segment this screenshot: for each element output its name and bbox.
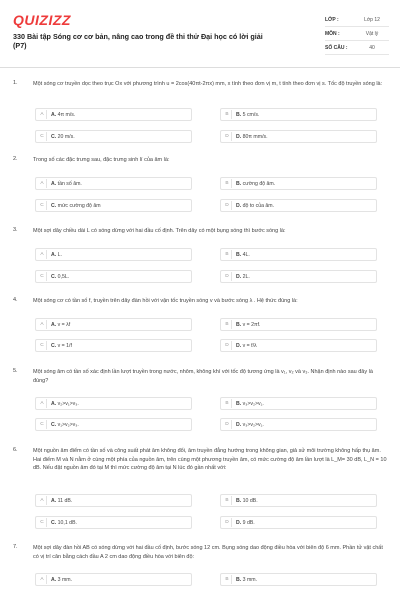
option-letter: B [223, 250, 232, 259]
option-label: A. [51, 180, 57, 187]
option-letter: D [223, 518, 232, 527]
option-label: B. [236, 321, 242, 328]
option-letter: C [38, 132, 47, 141]
option-label: A. [51, 111, 57, 118]
question-number: 5. [13, 368, 18, 374]
meta-row-count [325, 41, 389, 55]
option-b[interactable] [220, 108, 377, 121]
option-text: 3 mm. [242, 576, 258, 583]
option-letter: C [38, 272, 47, 281]
option-a[interactable] [35, 573, 192, 586]
option-c[interactable] [35, 516, 192, 529]
option-text: độ to của âm. [242, 202, 275, 209]
option-label: C. [51, 519, 57, 526]
option-text: 9 dB. [242, 519, 255, 526]
option-d[interactable] [220, 516, 377, 529]
option-c[interactable] [35, 418, 192, 431]
option-label: C. [51, 133, 57, 140]
option-text: 0,5L. [57, 273, 70, 280]
option-text: 11 dB. [57, 497, 73, 504]
option-a[interactable] [35, 318, 192, 331]
option-label: C. [51, 273, 57, 280]
option-a[interactable] [35, 108, 192, 121]
option-text: tần số âm. [57, 180, 82, 187]
option-label: D. [236, 133, 242, 140]
option-text: 4π m/s. [57, 111, 76, 118]
option-letter: A [38, 399, 47, 408]
meta-value: Vật lý [365, 30, 379, 37]
meta-key: MÔN : [325, 30, 340, 37]
header [0, 0, 400, 68]
question-text: Một sóng âm có tần số xác định lần lượt truyền trong nước, nhôm, không khí với tốc độ tương ứng là v₁, v₂ và v₃. Nhận định nào sau đây là đúng? [33, 369, 373, 384]
option-text: 10,1 dB. [57, 519, 77, 526]
option-letter: B [223, 399, 232, 408]
option-text: 80π mm/s. [242, 133, 268, 140]
option-b[interactable] [220, 494, 377, 507]
option-letter: A [38, 179, 47, 188]
option-text: v₃>v₂>v₁. [242, 421, 264, 428]
meta-key: LỚP : [325, 16, 339, 23]
option-b[interactable] [220, 177, 377, 190]
question-number: 6. [13, 447, 18, 453]
option-label: B. [236, 180, 242, 187]
question-number: 3. [13, 227, 18, 233]
meta-row-subject [325, 27, 389, 41]
option-b[interactable] [220, 397, 377, 410]
option-letter: A [38, 575, 47, 584]
option-text: L. [57, 251, 62, 258]
option-a[interactable] [35, 248, 192, 261]
option-label: C. [51, 342, 57, 349]
option-d[interactable] [220, 130, 377, 143]
option-d[interactable] [220, 418, 377, 431]
option-d[interactable] [220, 270, 377, 283]
option-b[interactable] [220, 318, 377, 331]
question-text: Một sóng cơ có tần số f, truyền trên dây đàn hồi với vận tốc truyền sóng v và bước sóng λ . Hệ thức đúng là: [33, 298, 298, 304]
option-c[interactable] [35, 130, 192, 143]
option-letter: B [223, 110, 232, 119]
option-label: A. [51, 400, 57, 407]
option-label: B. [236, 497, 242, 504]
option-label: D. [236, 202, 242, 209]
option-letter: C [38, 420, 47, 429]
option-text: 3 mm. [57, 576, 73, 583]
option-text: v₁>v₂>v₃. [57, 421, 79, 428]
option-label: D. [236, 273, 242, 280]
option-label: A. [51, 251, 57, 258]
option-text: v = f/λ [242, 342, 257, 349]
page-title: 330 Bài tập Sóng cơ cơ bản, nâng cao trong đề thi thử Đại học có lời giải (P7) [13, 32, 263, 50]
quizizz-logo: QUIZIZZ [13, 12, 71, 28]
option-letter: D [223, 201, 232, 210]
option-a[interactable] [35, 494, 192, 507]
option-b[interactable] [220, 248, 377, 261]
option-letter: B [223, 179, 232, 188]
question-text: Một sợi dây đàn hồi AB có sóng dừng với hai đầu cố định, bước sóng 12 cm. Bụng sóng dao động điều hòa với biên độ 6 mm. Phần tử vật chất có vị trí cân bằng cách đầu A 2 cm dao động điều hòa với biên độ: [33, 545, 383, 560]
option-letter: C [38, 201, 47, 210]
option-text: 5 cm/s. [242, 111, 260, 118]
option-label: B. [236, 400, 242, 407]
option-label: A. [51, 497, 57, 504]
option-label: B. [236, 111, 242, 118]
option-letter: C [38, 518, 47, 527]
option-letter: D [223, 341, 232, 350]
option-label: A. [51, 321, 57, 328]
option-c[interactable] [35, 270, 192, 283]
option-letter: A [38, 496, 47, 505]
option-label: C. [51, 421, 57, 428]
option-letter: A [38, 110, 47, 119]
question-text: Một nguồn âm điểm có tần số và công suất phát âm không đổi, âm truyền đẳng hướng trong không gian, giả sử môi trường không hấp thụ âm. Hai điểm M và N nằm ở cùng một phía của nguồn âm, trên cùng một phương truyền âm, có mức cường độ âm lần lượt là L_M= 30 dB, L_N = 10 dB. Nếu đặt nguồn âm đó tại M thì mức cường độ âm tại N lúc đó gần nhất với: [33, 448, 387, 471]
option-c[interactable] [35, 339, 192, 352]
option-d[interactable] [220, 199, 377, 212]
meta-key: SỐ CÂU : [325, 44, 348, 51]
option-label: D. [236, 519, 242, 526]
option-text: v = 2πf. [242, 321, 261, 328]
option-label: A. [51, 576, 57, 583]
option-letter: A [38, 320, 47, 329]
option-text: 10 dB. [242, 497, 258, 504]
question-number: 1. [13, 80, 18, 86]
meta-table [325, 13, 389, 55]
option-c[interactable] [35, 199, 192, 212]
option-a[interactable] [35, 177, 192, 190]
option-label: B. [236, 576, 242, 583]
option-text: 2L. [242, 273, 250, 280]
option-text: v₃>v₂>v₁. [242, 400, 264, 407]
option-b[interactable] [220, 573, 377, 586]
header-divider [0, 67, 400, 68]
meta-row-class [325, 13, 389, 27]
option-text: cường độ âm. [242, 180, 276, 187]
question-number: 2. [13, 156, 18, 162]
option-letter: B [223, 575, 232, 584]
meta-value: 40 [369, 44, 375, 51]
option-letter: B [223, 496, 232, 505]
option-letter: D [223, 132, 232, 141]
question-text: Một sợi dây chiều dài L có sóng dừng với hai đầu cố định. Trên dây có một bụng sóng thì bước sóng là: [33, 228, 286, 234]
option-text: 4L. [242, 251, 250, 258]
option-text: v = 1/f [57, 342, 72, 349]
option-a[interactable] [35, 397, 192, 410]
question-text: Trong số các đặc trưng sau, đặc trưng sinh lí của âm là: [33, 157, 170, 163]
option-text: 20 m/s. [57, 133, 75, 140]
option-letter: D [223, 272, 232, 281]
option-letter: D [223, 420, 232, 429]
option-d[interactable] [220, 339, 377, 352]
option-text: mức cường độ âm [57, 202, 101, 209]
question-number: 7. [13, 544, 18, 550]
option-label: B. [236, 251, 242, 258]
option-text: v = λf [57, 321, 71, 328]
option-letter: C [38, 341, 47, 350]
option-letter: A [38, 250, 47, 259]
option-label: D. [236, 342, 242, 349]
option-label: C. [51, 202, 57, 209]
option-letter: B [223, 320, 232, 329]
option-text: v₂>v₁>v₃. [57, 400, 79, 407]
question-text: Một sóng cơ truyền dọc theo trục Ox với phương trình u = 2cos(40πt-2πx) mm, x tính theo đơn vị m, t tính theo đơn vị s. Tốc độ truyền sóng là: [33, 81, 383, 87]
option-label: D. [236, 421, 242, 428]
meta-value: Lớp 12 [364, 16, 380, 23]
question-number: 4. [13, 297, 18, 303]
